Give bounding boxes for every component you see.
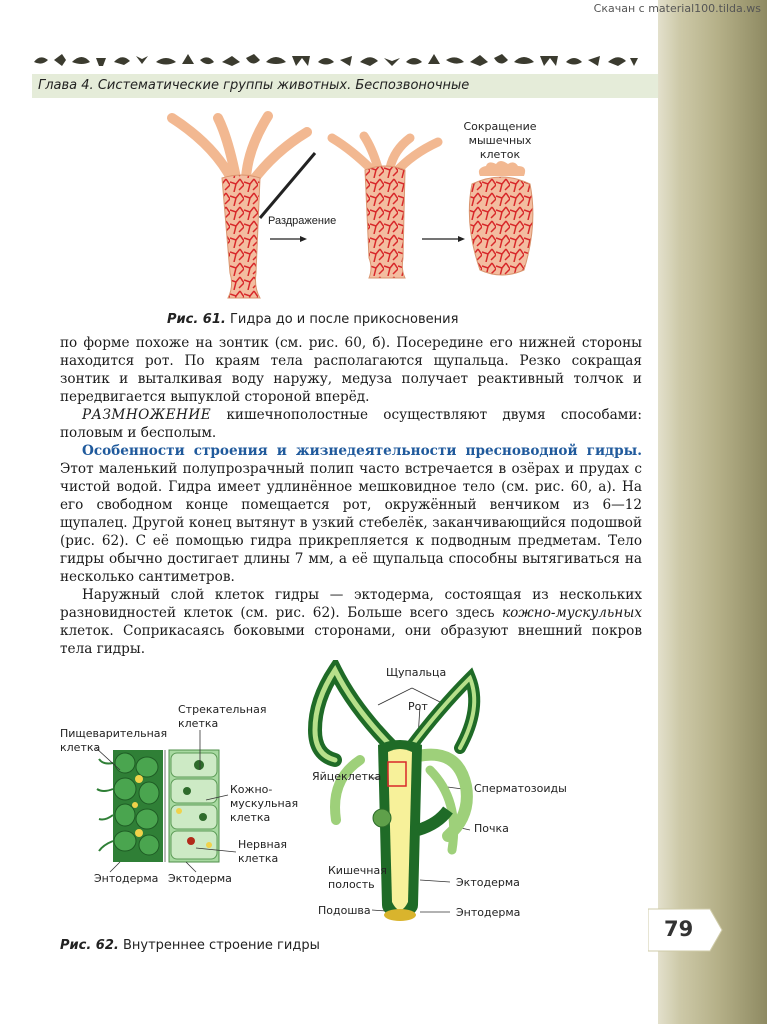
chapter-header [32,74,658,98]
label-bud: Почка [474,822,509,835]
label-ectoderm-right: Эктодерма [456,876,520,889]
label-nerve-cell: Нервная клетка [238,838,288,865]
label-ectoderm-left: Эктодерма [168,872,232,885]
label-stinging-cell: Стрекательная клетка [178,703,267,730]
watermark: Скачан с material100.tilda.ws [593,2,761,15]
chapter-title: Глава 4. Систематические группы животных. Беспозвоночные [38,78,470,93]
page-edge-band [658,0,767,1024]
paragraph-3: Особенности строения и жизнедеятельности пресноводной гидры. Этот маленький полупрозрачный полип часто встречается в озёрах и прудах с чистой водой. Гидра имеет удлинённое мешковидное тело (см. рис. 60, а). На его свободном конце помещается рот, окружённый венчиком из 6—12 щупалец. Другой конец вытянут в узкий стебелёк, заканчивающийся подошвой (рис. 62). С её помощью гидра прикрепляется к подводным предметам. Тело гидры обычно достигает длины 7 мм, а её щупальца способны вытягиваться на несколько сантиметров. [60,443,642,585]
label-mouth: Рот [408,700,428,713]
page-number: 79 [664,917,694,941]
animal-silhouette-band [32,50,638,70]
label-contraction: Сокращение мышечных клеток [463,120,537,161]
paragraph-4: Наружный слой клеток гидры — эктодерма, состоящая из нескольких разновидностей клеток (см. рис. 62). Больше всего здесь кожно-мускульных клеток. Соприкасаясь боковыми сторонами, они образуют внешний покров тела гидры. [60,587,642,657]
hydra-contracted-icon [469,161,533,275]
label-digestive-cell: Пищеварительная клетка [60,727,168,754]
label-gut-cavity: Кишечная полость [328,864,387,891]
figure-62-cell-layers [95,745,235,870]
label-sole: Подошва [318,904,371,917]
subheading: Особенности строения и жизнедеятельности пресноводной гидры. [82,443,642,459]
label-skin-muscle-cell: Кожно- мускульная клетка [230,783,299,824]
paragraph-1: по форме похоже на зонтик (см. рис. 60, б). Посередине его нижней стороны находится рот. По краям тела располагаются щупальца. Резко сокращая зонтик и выталкивая воду наружу, медуза получает реактивный толчок и передвигается выпуклой стороной вперёд. [60,335,642,405]
figure-61-caption: Рис. 61. Гидра до и после прикосновения [167,312,459,327]
label-egg-cell: Яйцеклетка [312,770,382,783]
label-endoderm-left: Энтодерма [94,872,159,885]
label-tentacles: Щупальца [386,666,447,679]
label-sperm: Сперматозоиды [474,782,567,795]
hydra-before-icon [172,116,307,298]
body-text [60,334,642,658]
label-stimulus: Раздражение [268,215,337,227]
label-endoderm-right: Энтодерма [456,906,521,919]
hydra-touched-icon [332,136,438,278]
figure-62-caption: Рис. 62. Внутреннее строение гидры [60,938,320,953]
paragraph-2: РАЗМНОЖЕНИЕ кишечнополостные осуществляют двумя способами: половым и бесполым. [60,407,642,441]
